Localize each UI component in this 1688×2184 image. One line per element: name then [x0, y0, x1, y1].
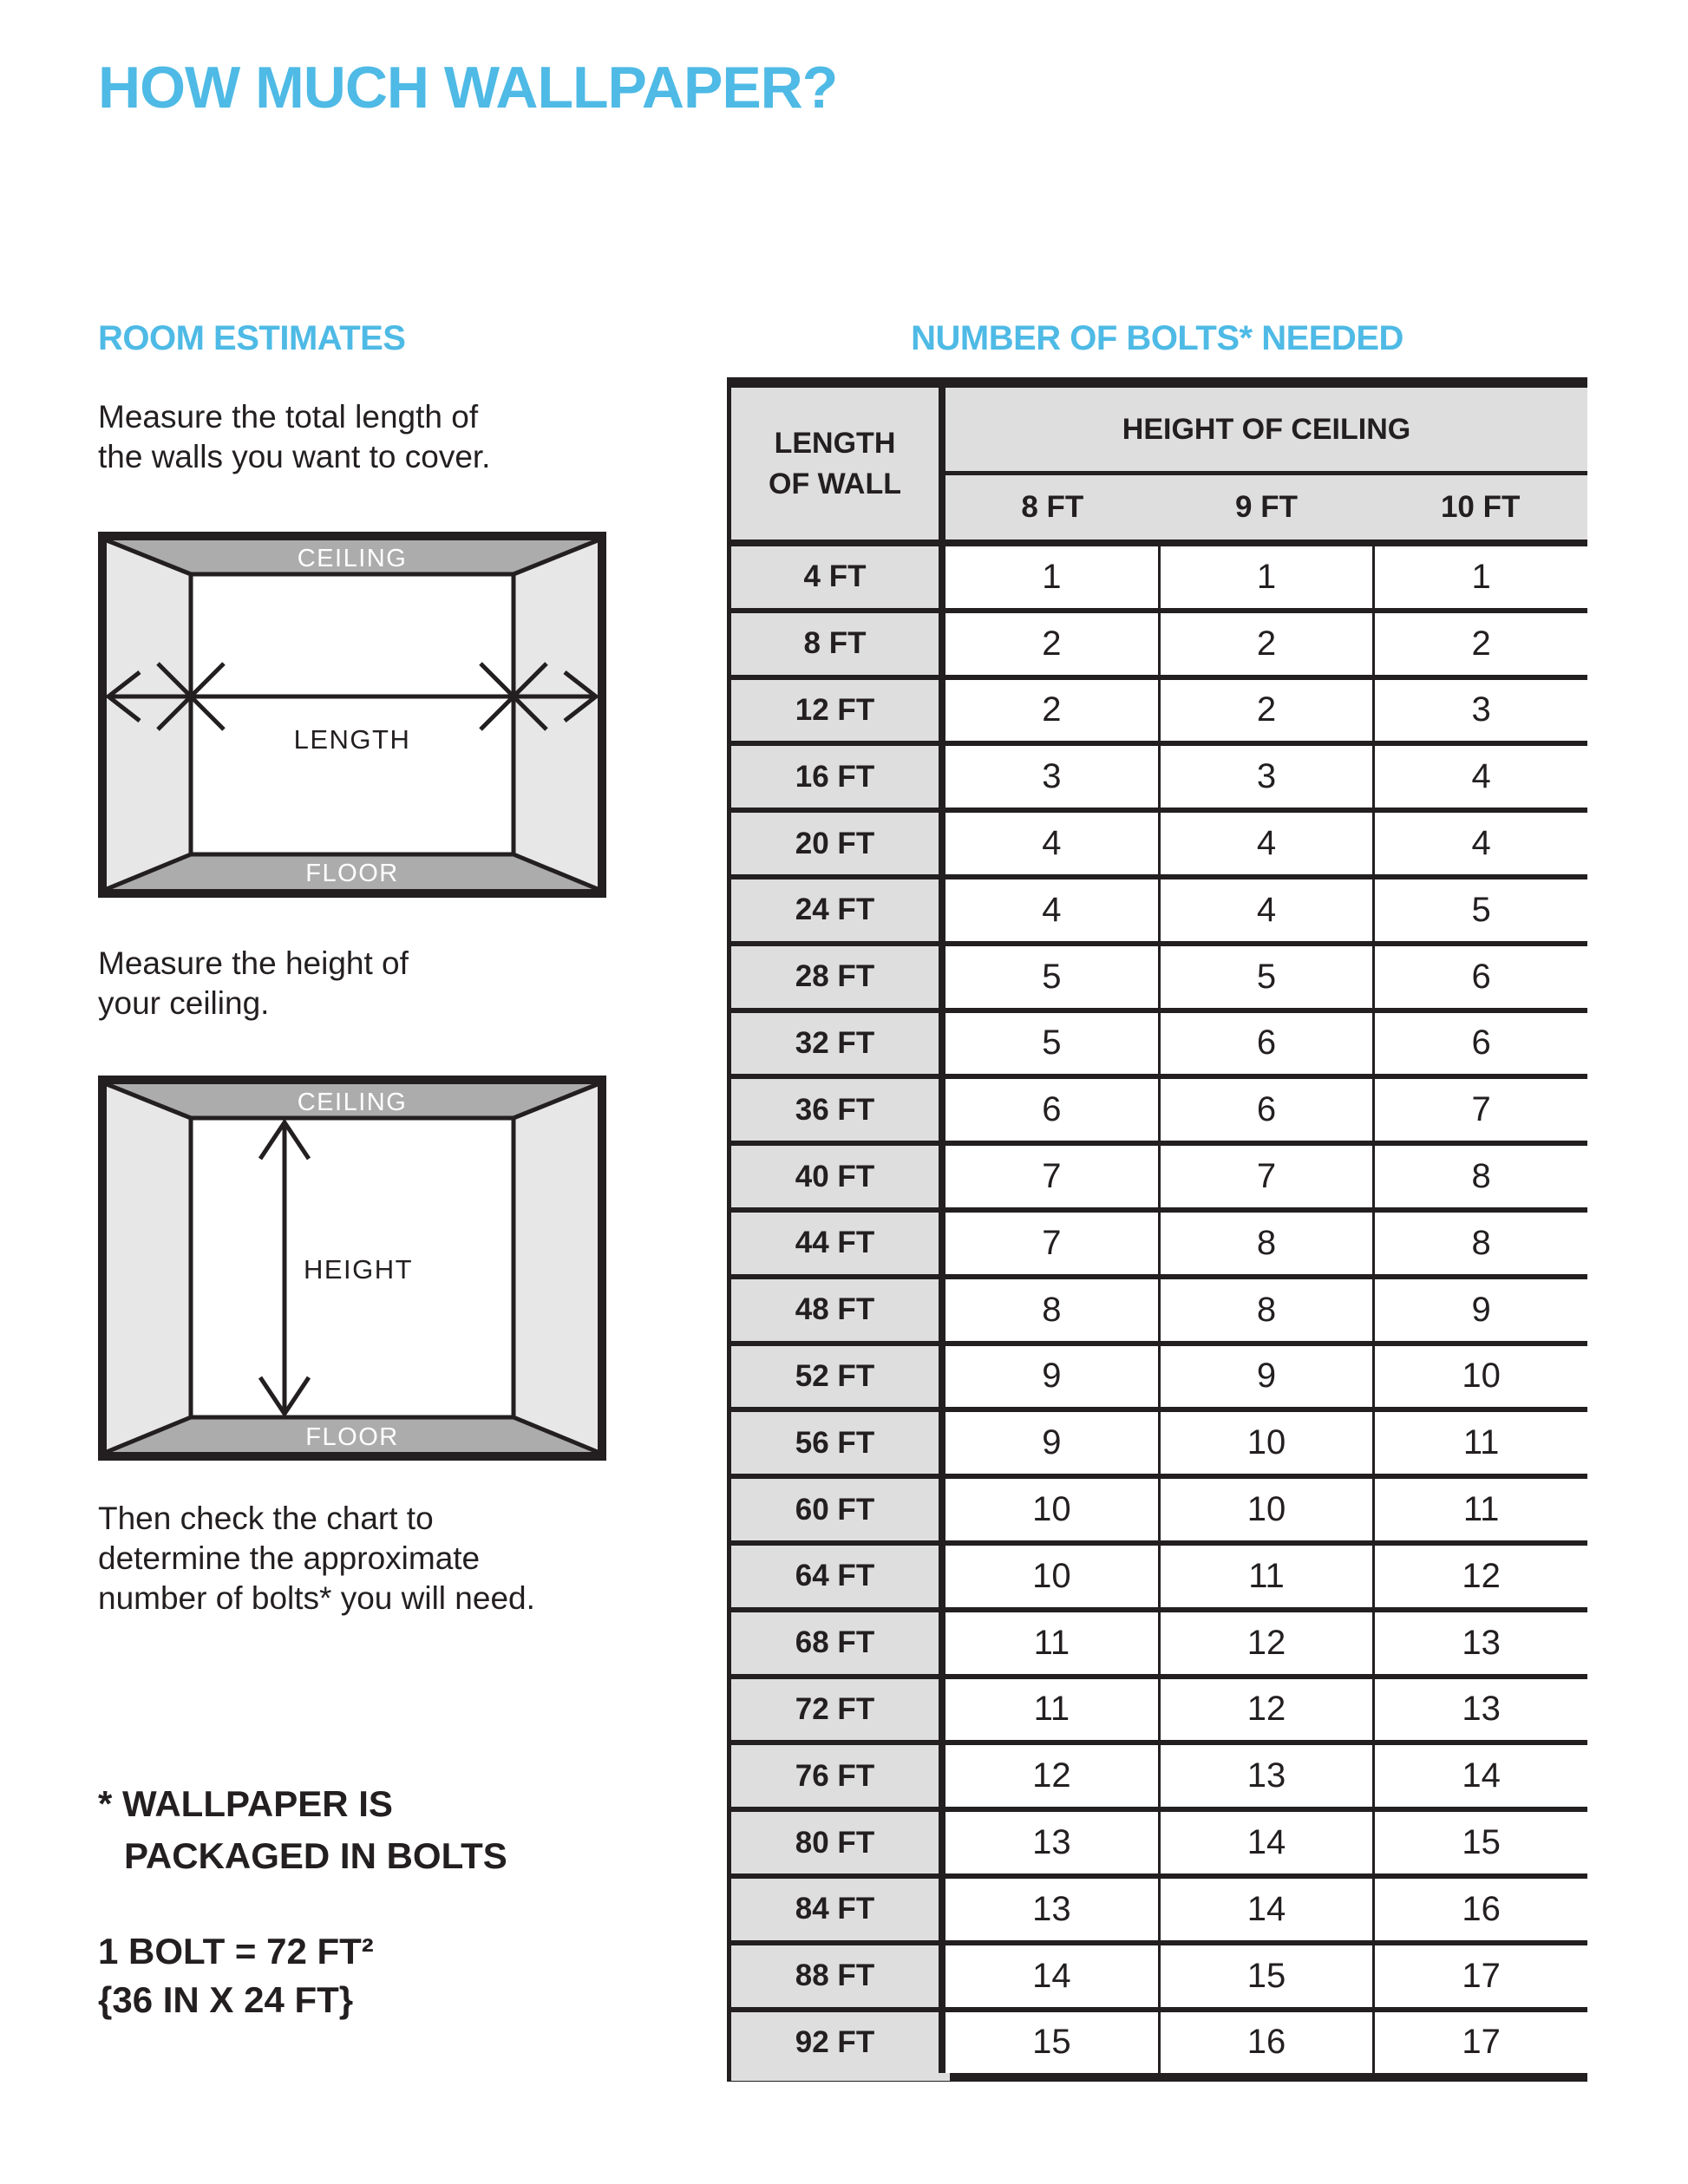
row-label: 56 FT: [731, 1412, 945, 1474]
bolt-count-cell: 16: [1158, 2012, 1373, 2074]
instruction-measure-height: [98, 944, 409, 1023]
room-length-diagram: [98, 532, 606, 898]
bolt-count-cell: 4: [1158, 813, 1373, 874]
row-label: 52 FT: [731, 1346, 945, 1408]
bolt-count-cell: 9: [1042, 1357, 1062, 1396]
row-values: [945, 1612, 1587, 1674]
ceiling-height-columns: [945, 475, 1587, 539]
bolt-count-cell: 6: [1042, 1090, 1062, 1129]
footnote-line: * WALLPAPER IS: [98, 1783, 393, 1824]
row-values: [945, 2012, 1587, 2074]
row-values: [945, 1945, 1587, 2007]
table-row: [731, 1940, 1587, 2007]
table-row: [731, 874, 1587, 941]
row-values: [945, 1745, 1587, 1807]
bolt-count-cell: 13: [1158, 1745, 1373, 1807]
bolt-count-cell: 9: [1158, 1346, 1373, 1408]
table-header: [731, 388, 1587, 546]
room-height-diagram: [98, 1076, 606, 1461]
bolt-count-cell: 4: [1158, 879, 1373, 941]
table-row: [731, 1074, 1587, 1141]
bolt-count-cell: 8: [1158, 1279, 1373, 1341]
bolt-count-cell: 13: [1372, 1679, 1587, 1741]
height-of-ceiling-label: HEIGHT OF CEILING: [945, 388, 1587, 475]
bolt-count-cell: 8: [1372, 1146, 1587, 1207]
row-label: 16 FT: [731, 746, 945, 808]
row-label: 32 FT: [731, 1013, 945, 1075]
row-label: 36 FT: [731, 1079, 945, 1141]
table-row: [731, 808, 1587, 874]
table-row: [731, 1540, 1587, 1607]
row-label: 80 FT: [731, 1812, 945, 1873]
bolt-count-cell: 12: [1158, 1612, 1373, 1674]
instruction-line: the walls you want to cover.: [98, 439, 491, 474]
table-top-border: [731, 377, 1587, 388]
bolt-count-cell: 2: [1158, 680, 1373, 742]
row-label: 44 FT: [731, 1213, 945, 1274]
column-header-8ft: 8 FT: [1021, 490, 1084, 524]
bolt-count-cell: 11: [1372, 1479, 1587, 1540]
instruction-line: Measure the total length of: [98, 399, 479, 435]
row-label: 48 FT: [731, 1279, 945, 1341]
bolt-count-cell: 2: [1042, 690, 1062, 729]
instruction-measure-length: [98, 397, 490, 477]
instruction-line: Measure the height of: [98, 945, 409, 981]
instruction-line: number of bolts* you will need.: [98, 1580, 535, 1616]
bolt-count-cell: 15: [1032, 2023, 1071, 2062]
table-row: [731, 1141, 1587, 1207]
row-values: [945, 1479, 1587, 1540]
row-label: 8 FT: [731, 613, 945, 675]
row-values: [945, 1812, 1587, 1873]
row-label: 20 FT: [731, 813, 945, 874]
bolt-count-cell: 4: [1042, 890, 1062, 929]
bolt-count-cell: 10: [1158, 1479, 1373, 1540]
height-label: HEIGHT: [303, 1254, 414, 1285]
bolt-count-cell: 10: [1158, 1412, 1373, 1474]
bolt-count-cell: 2: [1158, 613, 1373, 675]
row-label: 64 FT: [731, 1546, 945, 1607]
bolt-count-cell: 2: [1042, 624, 1062, 663]
row-label: 4 FT: [731, 546, 945, 608]
bolt-count-cell: 14: [1158, 1879, 1373, 1940]
table-row: [731, 1407, 1587, 1474]
instruction-line: determine the approximate: [98, 1540, 481, 1576]
bolt-count-cell: 12: [1158, 1679, 1373, 1741]
bolt-count-cell: 17: [1372, 1945, 1587, 2007]
bolt-count-cell: 16: [1372, 1879, 1587, 1940]
row-label: 88 FT: [731, 1945, 945, 2007]
bolt-count-cell: 8: [1372, 1213, 1587, 1274]
bolt-count-cell: 4: [1042, 824, 1062, 863]
bolt-size-line: {36 IN X 24 FT}: [98, 1979, 354, 2020]
bolt-count-cell: 5: [1158, 946, 1373, 1008]
bolt-count-cell: 13: [1032, 1889, 1071, 1928]
row-label: 84 FT: [731, 1879, 945, 1940]
row-values: [945, 1279, 1587, 1341]
row-values: [945, 1346, 1587, 1408]
row-label: 92 FT: [731, 2012, 945, 2074]
table-row: [731, 1341, 1587, 1408]
back-wall: [191, 574, 514, 854]
footnote-line: PACKAGED IN BOLTS: [124, 1835, 507, 1876]
row-label: 40 FT: [731, 1146, 945, 1207]
height-of-ceiling-group: [945, 388, 1587, 539]
bolt-count-cell: 11: [1158, 1546, 1373, 1607]
bolt-size-line: 1 BOLT = 72 FT²: [98, 1931, 374, 1971]
table-row: [731, 941, 1587, 1008]
bolt-count-cell: 17: [1372, 2012, 1587, 2074]
table-row: [731, 1274, 1587, 1341]
row-values: [945, 879, 1587, 941]
row-values: [945, 1412, 1587, 1474]
bolt-count-cell: 6: [1158, 1013, 1373, 1075]
header-line: LENGTH: [774, 426, 896, 460]
table-row: [731, 1607, 1587, 1674]
instruction-line: Then check the chart to: [98, 1501, 434, 1536]
bolt-count-cell: 5: [1372, 879, 1587, 941]
floor-label: FLOOR: [305, 860, 399, 887]
row-values: [945, 746, 1587, 808]
bolt-count-cell: 7: [1158, 1146, 1373, 1207]
floor-label: FLOOR: [305, 1423, 399, 1451]
table-body: [731, 546, 1587, 2073]
bolt-count-cell: 15: [1372, 1812, 1587, 1873]
bolt-count-cell: 4: [1372, 746, 1587, 808]
bolt-count-cell: 6: [1372, 1013, 1587, 1075]
row-values: [945, 546, 1587, 608]
row-label: 24 FT: [731, 879, 945, 941]
bolts-table: [727, 377, 1587, 2082]
bolt-count-cell: 11: [1033, 1623, 1070, 1662]
bolt-count-cell: 15: [1158, 1945, 1373, 2007]
bolt-count-cell: 1: [1042, 557, 1062, 596]
bolt-count-cell: 3: [1042, 757, 1062, 796]
row-values: [945, 1679, 1587, 1741]
ceiling-label: CEILING: [297, 1089, 408, 1116]
table-row: [731, 546, 1587, 608]
instruction-check-chart: [98, 1499, 535, 1618]
room-estimates-heading: ROOM ESTIMATES: [98, 319, 406, 357]
row-values: [945, 1079, 1587, 1141]
bolt-count-cell: 5: [1042, 1023, 1062, 1063]
column-header-10ft: 10 FT: [1440, 490, 1521, 524]
bolt-count-cell: 8: [1158, 1213, 1373, 1274]
bolt-count-cell: 12: [1032, 1756, 1071, 1795]
bolt-count-cell: 1: [1158, 546, 1373, 608]
row-label: 28 FT: [731, 946, 945, 1008]
row-values: [945, 946, 1587, 1008]
row-values: [945, 1146, 1587, 1207]
length-of-wall-header: [731, 388, 945, 539]
row-label: 72 FT: [731, 1679, 945, 1741]
ceiling-label: CEILING: [297, 545, 408, 572]
bolt-count-cell: 6: [1372, 946, 1587, 1008]
page-title: HOW MUCH WALLPAPER?: [98, 55, 838, 121]
header-line: OF WALL: [769, 467, 901, 500]
bolt-count-cell: 10: [1032, 1490, 1071, 1529]
footnote-packaged-in-bolts: [98, 1778, 507, 1882]
bolt-count-cell: 13: [1032, 1823, 1071, 1862]
bolt-count-cell: 3: [1158, 746, 1373, 808]
bolt-count-cell: 1: [1372, 546, 1587, 608]
row-label: 68 FT: [731, 1612, 945, 1674]
row-values: [945, 613, 1587, 675]
row-label: 60 FT: [731, 1479, 945, 1540]
bolt-count-cell: 3: [1372, 680, 1587, 742]
bolt-count-cell: 14: [1032, 1956, 1071, 1995]
bolt-count-cell: 14: [1372, 1745, 1587, 1807]
bolt-count-cell: 6: [1158, 1079, 1373, 1141]
table-row: [731, 1674, 1587, 1741]
table-row: [731, 1207, 1587, 1274]
bolt-count-cell: 2: [1372, 613, 1587, 675]
table-row: [731, 608, 1587, 675]
bolt-count-cell: 4: [1372, 813, 1587, 874]
row-values: [945, 813, 1587, 874]
bolt-count-cell: 7: [1042, 1157, 1062, 1196]
table-row: [731, 1008, 1587, 1075]
bolt-size-note: [98, 1927, 374, 2024]
table-row: [731, 675, 1587, 742]
row-label: 12 FT: [731, 680, 945, 742]
row-values: [945, 1213, 1587, 1274]
table-row: [731, 1807, 1587, 1873]
bolt-count-cell: 14: [1158, 1812, 1373, 1873]
row-values: [945, 1879, 1587, 1940]
length-label: LENGTH: [293, 724, 411, 755]
bolt-count-cell: 12: [1372, 1546, 1587, 1607]
bolt-count-cell: 5: [1042, 957, 1062, 996]
bolt-count-cell: 13: [1372, 1612, 1587, 1674]
bolt-count-cell: 10: [1032, 1556, 1071, 1595]
table-footer-stub: [731, 2073, 950, 2081]
row-label: 76 FT: [731, 1745, 945, 1807]
row-values: [945, 1546, 1587, 1607]
table-row: [731, 1873, 1587, 1940]
bolt-count-cell: 11: [1372, 1412, 1587, 1474]
instruction-line: your ceiling.: [98, 985, 270, 1021]
bolt-count-cell: 8: [1042, 1290, 1062, 1329]
table-row: [731, 741, 1587, 808]
bolt-count-cell: 10: [1372, 1346, 1587, 1408]
bolt-count-cell: 9: [1372, 1279, 1587, 1341]
bolt-count-cell: 7: [1042, 1223, 1062, 1262]
table-row: [731, 1474, 1587, 1540]
table-row: [731, 2007, 1587, 2074]
table-row: [731, 1740, 1587, 1807]
bolts-needed-heading: NUMBER OF BOLTS* NEEDED: [911, 319, 1403, 357]
bolt-count-cell: 11: [1033, 1690, 1070, 1729]
row-values: [945, 1013, 1587, 1075]
column-header-9ft: 9 FT: [1235, 490, 1298, 524]
bolt-count-cell: 7: [1372, 1079, 1587, 1141]
bolt-count-cell: 9: [1042, 1423, 1062, 1462]
row-values: [945, 680, 1587, 742]
